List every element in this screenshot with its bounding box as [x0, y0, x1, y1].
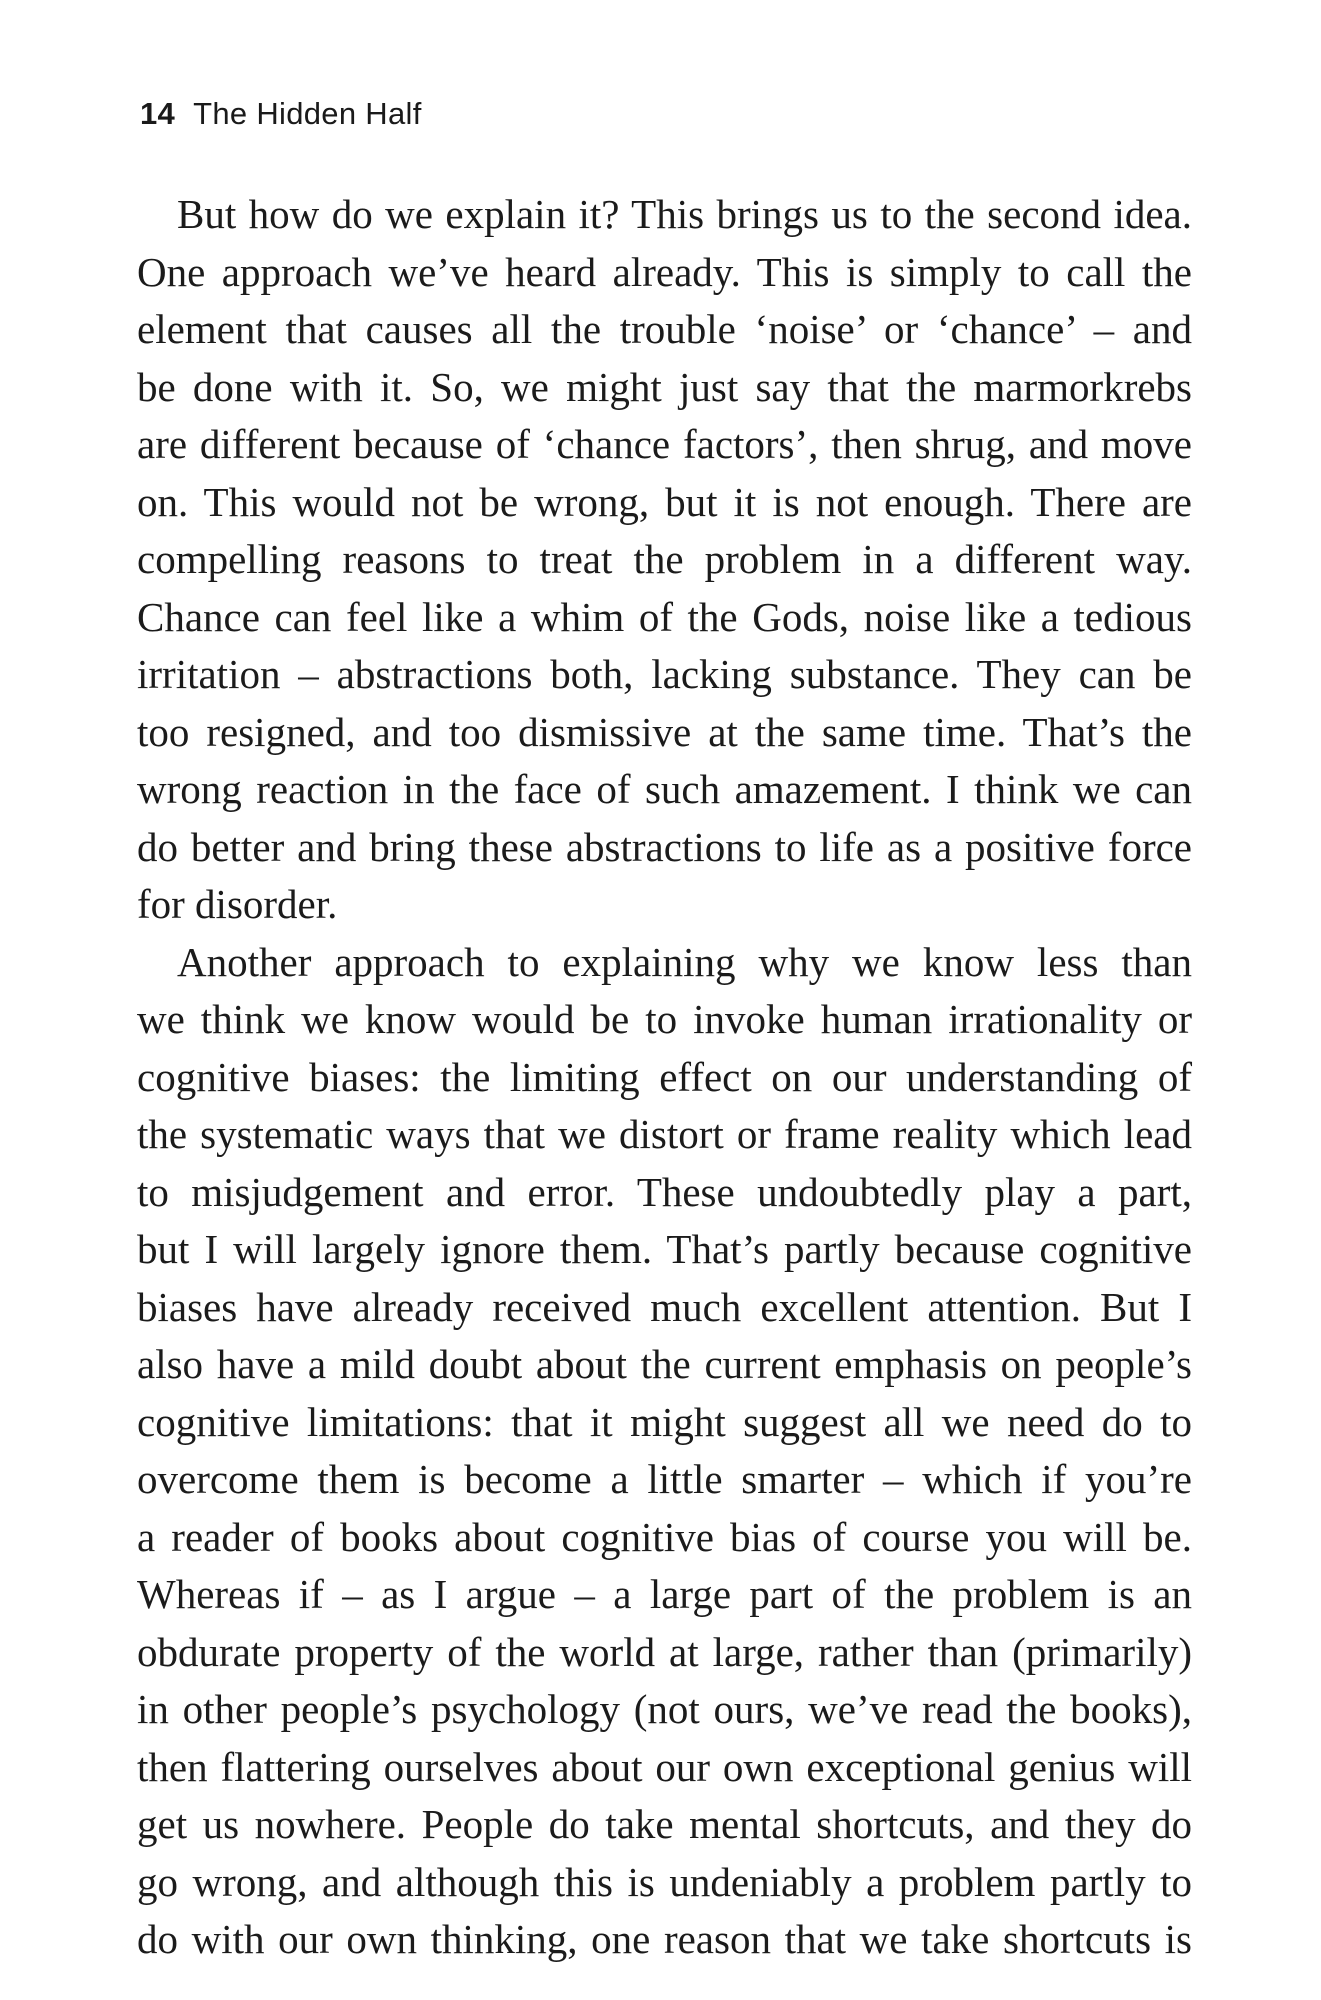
- text-line: get us nowhere. People do take mental shortcuts, and they do: [137, 1801, 1192, 1847]
- running-title: The Hidden Half: [193, 96, 422, 131]
- paragraph-1: [137, 186, 1192, 934]
- page-number: 14: [140, 96, 176, 131]
- text-line: but I will largely ignore them. That’s partly because cognitive: [137, 1226, 1192, 1272]
- text-line: do with our own thinking, one reason that we take shortcuts is: [137, 1916, 1192, 1962]
- text-line: cognitive limitations: that it might suggest all we need do to: [137, 1398, 1192, 1445]
- text-line: Another approach to explaining why we know less than: [177, 938, 1192, 985]
- text-line: on. This would not be wrong, but it is not enough. There are: [137, 478, 1192, 525]
- text-line: biases have already received much excellent attention. But I: [137, 1283, 1192, 1330]
- text-line: then flattering ourselves about our own exceptional genius will: [137, 1743, 1192, 1790]
- text-line: Whereas if – as I argue – a large part of the problem is an: [137, 1571, 1192, 1617]
- text-line: too resigned, and too dismissive at the same time. That’s the: [137, 708, 1192, 755]
- text-line: do better and bring these abstractions to life as a positive force: [137, 823, 1192, 870]
- text-line: wrong reaction in the face of such amazement. I think we can: [137, 766, 1192, 812]
- text-line: in other people’s psychology (not ours, we’ve read the books),: [137, 1686, 1192, 1732]
- text-line: be done with it. So, we might just say that the marmorkrebs: [137, 363, 1192, 410]
- running-head: [140, 96, 422, 132]
- text-line: compelling reasons to treat the problem in a different way.: [137, 536, 1192, 582]
- text-line: cognitive biases: the limiting effect on our understanding of: [137, 1053, 1192, 1100]
- text-line: also have a mild doubt about the current emphasis on people’s: [137, 1341, 1192, 1387]
- text-line: we think we know would be to invoke human irrationality or: [137, 996, 1192, 1042]
- text-line: go wrong, and although this is undeniably a problem partly to: [137, 1858, 1192, 1905]
- text-line: a reader of books about cognitive bias of course you will be.: [137, 1513, 1192, 1560]
- paragraph-2: [137, 934, 1192, 1969]
- body-text: [137, 186, 1192, 1969]
- text-line: Chance can feel like a whim of the Gods, noise like a tedious: [137, 593, 1192, 640]
- text-line: obdurate property of the world at large, rather than (primarily): [137, 1628, 1192, 1675]
- text-line: the systematic ways that we distort or frame reality which lead: [137, 1111, 1192, 1157]
- text-line: to misjudgement and error. These undoubtedly play a part,: [137, 1168, 1192, 1215]
- text-line: overcome them is become a little smarter – which if you’re: [137, 1456, 1192, 1502]
- text-line: are different because of ‘chance factors’, then shrug, and move: [137, 421, 1192, 467]
- text-line: for disorder.: [137, 881, 338, 927]
- text-line: But how do we explain it? This brings us to the second idea.: [177, 191, 1192, 237]
- text-line: One approach we’ve heard already. This is simply to call the: [137, 248, 1192, 295]
- text-line: irritation – abstractions both, lacking substance. They can be: [137, 651, 1192, 697]
- text-line: element that causes all the trouble ‘noise’ or ‘chance’ – and: [137, 306, 1192, 352]
